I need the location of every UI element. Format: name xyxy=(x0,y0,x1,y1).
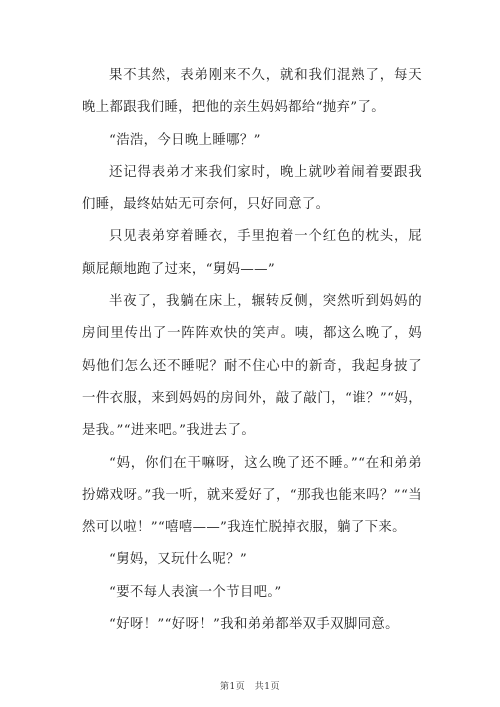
paragraph-8: “要不每人表演一个节目吧。” xyxy=(109,584,282,600)
paragraph-1: 果不其然，表弟刚来不久，就和我们混熟了，每天晚上都跟我们睡，把他的亲生妈妈都给“抛弃”了。 xyxy=(82,68,422,116)
page-footer xyxy=(0,679,500,692)
paragraph-7: “舅妈，又玩什么呢？” xyxy=(109,552,248,568)
paragraph-9: “好呀！”“好呀！”我和弟弟都举双手双脚同意。 xyxy=(109,617,399,633)
document-body xyxy=(82,60,422,641)
paragraph-2: “浩浩，今日晚上睡哪？” xyxy=(109,132,261,148)
paragraph-4: 只见表弟穿着睡衣，手里抱着一个红色的枕头，屁颠屁颠地跑了过来，“舅妈——” xyxy=(82,229,422,277)
paragraph-3: 还记得表弟才来我们家时，晚上就吵着闹着要跟我们睡，最终姑姑无可奈何，只好同意了。 xyxy=(82,164,422,213)
paragraph-6: “妈，你们在干嘛呀，这么晚了还不睡。”“在和弟弟扮嫦戏呀。”我一听，就来爱好了，“那我也能来吗？”“当然可以啦！”“嘻嘻——”我连忙脱掉衣服，躺了下来。 xyxy=(82,455,422,536)
page-number-label: 第1页 共1页 xyxy=(220,682,280,692)
paragraph-5: 半夜了，我躺在床上，辗转反侧，突然听到妈妈的房间里传出了一阵阵欢快的笑声。咦，都这么晚了，妈妈他们怎么还不睡呢？耐不住心中的新奇，我起身披了一件衣服，来到妈妈的房间外，敲了敲门，“谁？”“妈，是我。”“进来吧。”我进去了。 xyxy=(82,294,422,439)
